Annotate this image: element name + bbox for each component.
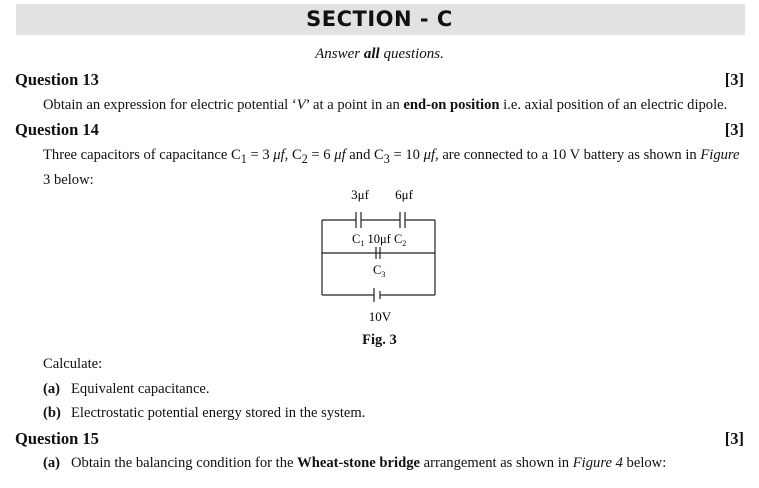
question-13-text: Obtain an expression for electric potential ‘V’ at a point in an end-on position i.e. axial position of an electric dipole. bbox=[43, 97, 728, 113]
question-14-heading: Question 14 bbox=[15, 120, 99, 139]
capacitor-circuit-figure bbox=[300, 183, 460, 328]
question-14-part-a: (a) Equivalent capacitance. bbox=[43, 381, 210, 397]
question-15-part-a: (a) Obtain the balancing condition for the Wheat-stone bridge arrangement as shown in Figure 4 below: bbox=[43, 455, 667, 471]
question-14-marks: [3] bbox=[724, 120, 744, 139]
c2-value-label: 6μf bbox=[395, 187, 413, 202]
figure-3-caption: Fig. 3 bbox=[362, 332, 397, 348]
question-15-marks: [3] bbox=[724, 429, 744, 448]
c1-value-label: 3μf bbox=[351, 187, 369, 202]
top-branch-wires bbox=[322, 212, 435, 302]
calculate-label: Calculate: bbox=[43, 356, 103, 372]
instructions: Answer all questions. bbox=[315, 46, 444, 62]
question-15-heading: Question 15 bbox=[15, 429, 99, 448]
question-13-heading: Question 13 bbox=[15, 70, 99, 89]
question-13-marks: [3] bbox=[724, 70, 744, 89]
battery-label: 10V bbox=[368, 309, 392, 324]
middle-label: $C_1$ 10μf $C_2$ bbox=[352, 232, 407, 248]
section-title: SECTION - C bbox=[306, 7, 453, 31]
question-14-text: Three capacitors of capacitance $C_1 = 3$ μf, $C_2 = 6$ μf and $C_3 = 10$ μf, are connected to a 10 V battery as shown in Figure 3 below: bbox=[43, 147, 740, 188]
question-14-part-b: (b) Electrostatic potential energy stored in the system. bbox=[43, 405, 366, 421]
c3-label: $C_3$ bbox=[373, 263, 386, 279]
